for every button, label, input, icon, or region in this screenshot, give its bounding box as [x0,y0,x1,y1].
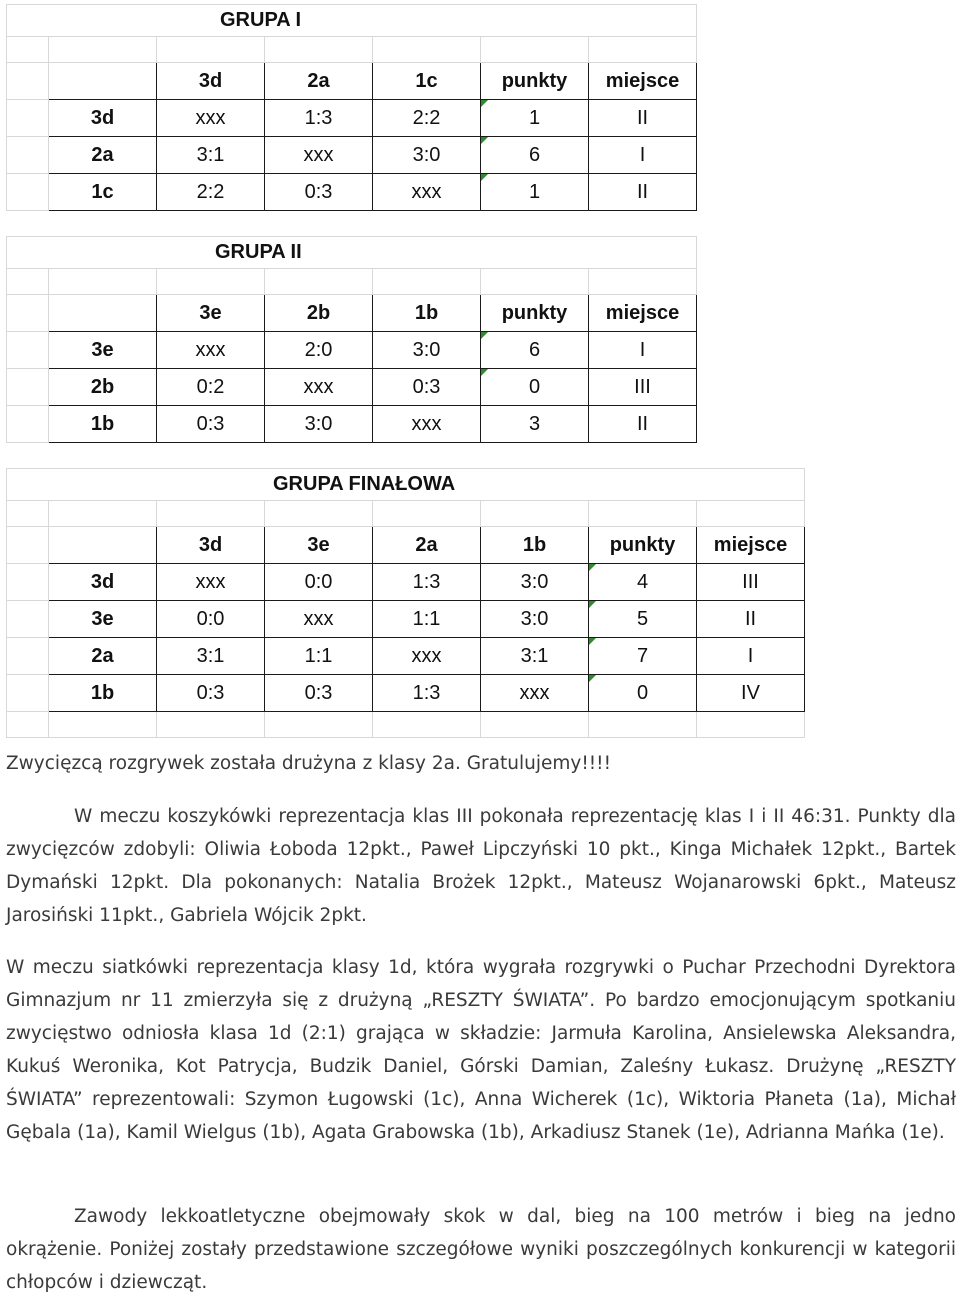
cell: 3:0 [265,406,373,443]
cell: xxx [265,369,373,406]
cell: xxx [157,564,265,601]
column-header: 3d [157,527,265,564]
points-cell: 4 [589,564,697,601]
column-header: miejsce [697,527,805,564]
place-cell: II [589,100,697,137]
column-header: 3e [157,295,265,332]
row-header: 3d [49,100,157,137]
cell: xxx [373,406,481,443]
athletics-paragraph: Zawody lekkoatletyczne obejmowały skok w dal, bieg na 100 metrów i bieg na jedno okrążenie. Poniżej zostały przedstawione szczegółowe wyniki poszczególnych konkurencji w kategorii chłopców i dziewcząt. [6,1206,956,1293]
table-row [7,601,805,638]
cell: 0:0 [157,601,265,638]
points-cell: 0 [481,369,589,406]
cell: 3:1 [481,638,589,675]
column-header: 2b [265,295,373,332]
cell: xxx [157,100,265,137]
row-header: 3d [49,564,157,601]
points-cell: 7 [589,638,697,675]
row-header: 2b [49,369,157,406]
cell: xxx [373,638,481,675]
column-header: 3d [157,63,265,100]
cell: 3:0 [373,137,481,174]
group-1-table-block [6,4,697,211]
table-row [7,100,697,137]
table-row [7,675,805,712]
row-header: 3e [49,332,157,369]
basketball-paragraph: W meczu koszykówki reprezentacja klas III pokonała reprezentację klas I i II 46:31. Punkty dla zwycięzców zdobyli: Oliwia Łoboda 12pkt., Paweł Lipczyński 10 pkt., Kinga Michałek 12pkt., Bartek Dymański 12pkt. Dla pokonanych: Natalia Brożek 12pkt., Mateusz Wojanarowski 6pkt., Mateusz Jarosiński 11pkt., Gabriela Wójcik 2pkt. [6,806,956,926]
points-cell: 1 [481,100,589,137]
cell: 0:3 [373,369,481,406]
cell: 2:2 [157,174,265,211]
place-cell: I [589,332,697,369]
row-header: 1b [49,675,157,712]
winner-paragraph: Zwycięzcą rozgrywek została drużyna z klasy 2a. Gratulujemy!!!! [6,753,611,774]
cell: xxx [157,332,265,369]
column-header: 1b [373,295,481,332]
place-cell: II [589,174,697,211]
place-cell: III [589,369,697,406]
column-header: punkty [481,295,589,332]
row-header: 1b [49,406,157,443]
cell: xxx [265,137,373,174]
group-title: GRUPA FINAŁOWA [49,469,805,501]
group-title: GRUPA II [49,237,697,269]
place-cell: I [697,638,805,675]
place-cell: IV [697,675,805,712]
cell: 0:3 [265,675,373,712]
column-header: 2a [373,527,481,564]
group-title: GRUPA I [49,5,697,37]
volleyball-paragraph: W meczu siatkówki reprezentacja klasy 1d, która wygrała rozgrywki o Puchar Przechodni Dyrektora Gimnazjum nr 11 zmierzyła się z drużyną „RESZTY ŚWIATA”. Po bardzo emocjonującym spotkaniu zwycięstwo odniosła klasa 1d (2:1) grająca w składzie: Jarmuła Karolina, Ansielewska Aleksandra, Kukuś Weronika, Kot Patrycja, Budzik Daniel, Górski Damian, Zaleśny Łukasz. Drużynę „RESZTY ŚWIATA” reprezentowali: Szymon Ługowski (1c), Anna Wicherek (1c), Wiktoria Płaneta (1a), Michał Gębala (1a), Kamil Wielgus (1b), Agata Grabowska (1b), Arkadiusz Stanek (1e), Adrianna Mańka (1e). [6,957,956,1143]
cell: 0:0 [265,564,373,601]
comment-marker-icon [481,174,488,181]
comment-marker-icon [481,369,488,376]
row-header: 2a [49,137,157,174]
place-cell: III [697,564,805,601]
place-cell: II [589,406,697,443]
comment-marker-icon [589,675,596,682]
final-group-table-block [6,468,805,738]
column-header: 1c [373,63,481,100]
cell: 1:3 [265,100,373,137]
comment-marker-icon [481,137,488,144]
points-cell: 5 [589,601,697,638]
points-cell: 6 [481,332,589,369]
cell: xxx [265,601,373,638]
table-row [7,174,697,211]
row-header: 1c [49,174,157,211]
points-cell: 0 [589,675,697,712]
cell: 3:1 [157,638,265,675]
cell: 3:1 [157,137,265,174]
cell: 1:1 [373,601,481,638]
cell: 0:3 [265,174,373,211]
group-2-table [6,236,697,443]
cell: xxx [481,675,589,712]
column-header: 2a [265,63,373,100]
place-cell: I [589,137,697,174]
table-row [7,564,805,601]
cell: 1:3 [373,675,481,712]
table-row [7,137,697,174]
cell: 1:1 [265,638,373,675]
column-header: punkty [589,527,697,564]
row-header: 2a [49,638,157,675]
column-header: 3e [265,527,373,564]
cell: 0:3 [157,675,265,712]
row-header: 3e [49,601,157,638]
comment-marker-icon [589,564,596,571]
column-header: miejsce [589,295,697,332]
comment-marker-icon [481,100,488,107]
points-cell: 3 [481,406,589,443]
cell: 0:2 [157,369,265,406]
cell: 2:2 [373,100,481,137]
cell: 0:3 [157,406,265,443]
comment-marker-icon [589,638,596,645]
corner-cell [49,63,157,100]
group-1-table [6,4,697,211]
cell: 2:0 [265,332,373,369]
place-cell: II [697,601,805,638]
table-row [7,406,697,443]
cell: xxx [373,174,481,211]
table-row [7,369,697,406]
cell: 3:0 [481,564,589,601]
cell: 1:3 [373,564,481,601]
corner-cell [49,295,157,332]
points-cell: 1 [481,174,589,211]
final-group-table [6,468,805,738]
comment-marker-icon [481,332,488,339]
comment-marker-icon [589,601,596,608]
points-cell: 6 [481,137,589,174]
cell: 3:0 [481,601,589,638]
column-header: punkty [481,63,589,100]
table-row [7,638,805,675]
corner-cell [49,527,157,564]
cell: 3:0 [373,332,481,369]
column-header: miejsce [589,63,697,100]
table-row [7,332,697,369]
column-header: 1b [481,527,589,564]
group-2-table-block [6,236,697,443]
